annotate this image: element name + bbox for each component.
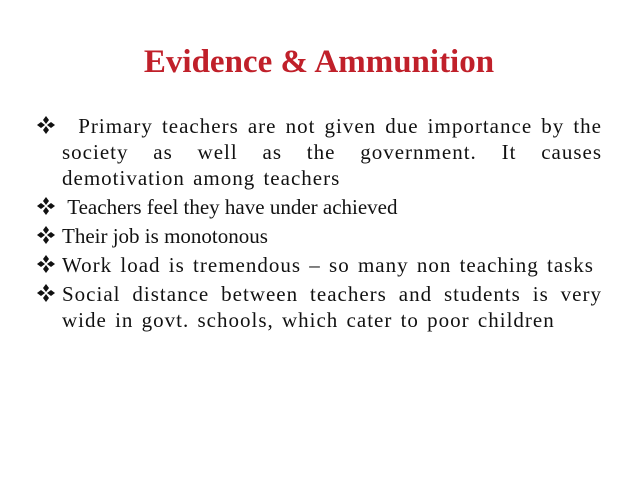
list-item	[36, 281, 602, 333]
bullet-text: Their job is monotonous	[62, 224, 268, 248]
bullet-list	[36, 113, 611, 336]
diamond-bullet-icon	[36, 195, 56, 219]
diamond-bullet-icon	[36, 282, 56, 306]
list-item	[36, 113, 611, 191]
list-item	[36, 252, 602, 278]
slide-title: Evidence & Ammunition	[143, 44, 495, 80]
list-item	[36, 223, 602, 249]
list-item	[36, 194, 602, 220]
bullet-text: Primary teachers are not given due importance by the society as well as the government. It causes demotivation among teachers	[62, 114, 611, 190]
bullet-text: Work load is tremendous – so many non teaching tasks	[62, 253, 594, 277]
diamond-bullet-icon	[36, 224, 56, 248]
bullet-text: Teachers feel they have under achieved	[62, 195, 398, 219]
diamond-bullet-icon	[36, 253, 56, 277]
diamond-bullet-icon	[36, 114, 56, 138]
bullet-text: Social distance between teachers and students is very wide in govt. schools, which cater to poor children	[62, 282, 602, 332]
